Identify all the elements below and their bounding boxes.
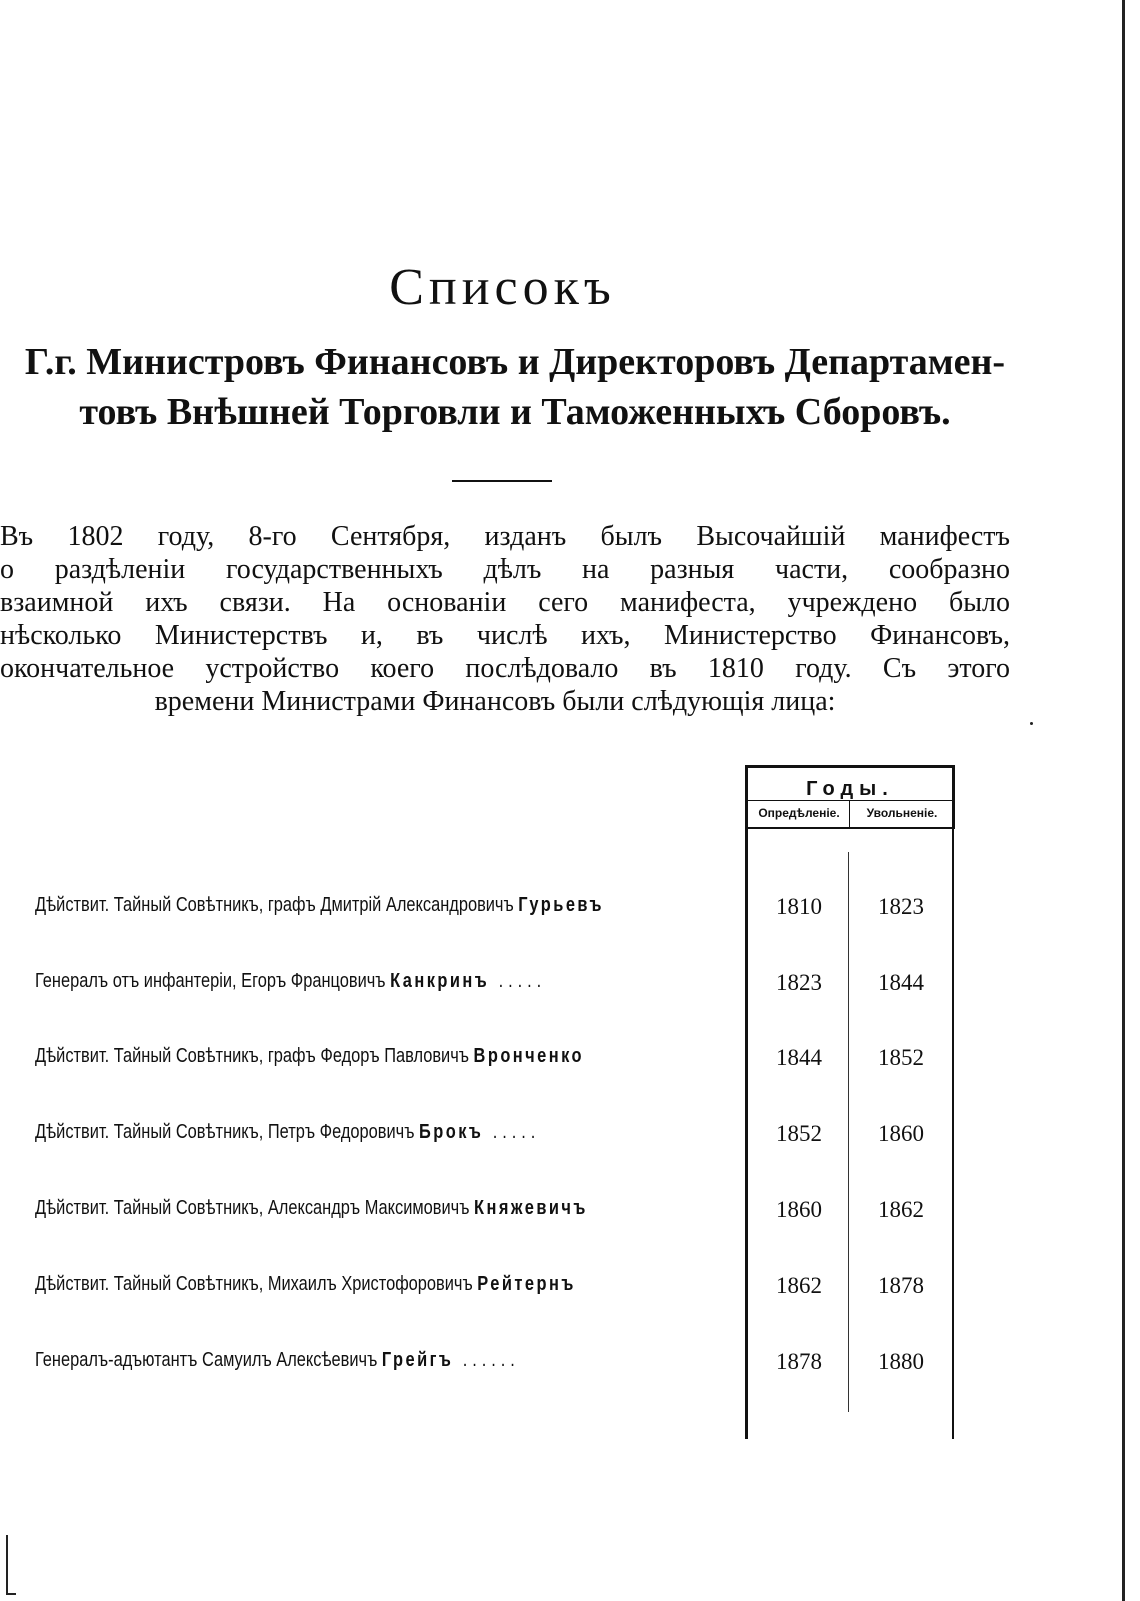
scan-speck	[1030, 722, 1033, 725]
intro-line: о раздѣленіи государственныхъ дѣлъ на разныя части, сообразно	[0, 554, 1010, 585]
scan-corner-mark	[6, 1535, 8, 1595]
minister-title: Дѣйствит. Тайный Совѣтникъ, графъ Дмитрій Александровичъ	[35, 894, 514, 916]
minister-surname: Грейгъ	[381, 1349, 454, 1371]
leader-dots: .....	[492, 1121, 541, 1143]
year-dismissed: 1852	[878, 1045, 924, 1070]
minister-surname: Брокъ	[419, 1121, 484, 1143]
intro-line: окончательное устройство коего послѣдовало въ 1810 году. Съ этого	[0, 653, 1010, 684]
minister-entry	[35, 1197, 593, 1220]
subtitle-line-1: Г.г. Министровъ Финансовъ и Директоровъ Департамен-	[24, 341, 1006, 383]
table-row	[35, 1121, 740, 1161]
column-header-dismissed: Увольненіе.	[866, 806, 938, 820]
minister-entry	[35, 970, 546, 993]
minister-title: Генералъ отъ инфантеріи, Егоръ Францовичъ	[35, 970, 386, 992]
minister-surname: Гурьевъ	[518, 894, 604, 916]
years-header	[745, 765, 955, 829]
subtitle-line-2: товъ Внѣшней Торговли и Таможенныхъ Сборовъ.	[79, 391, 951, 433]
minister-title: Генералъ-адъютантъ Самуилъ Алексѣевичъ	[35, 1349, 378, 1371]
table-row	[35, 1045, 740, 1085]
minister-title: Дѣйствит. Тайный Совѣтникъ, Михаилъ Христофоровичъ	[35, 1273, 473, 1295]
year-appointed: 1862	[776, 1273, 822, 1298]
intro-line: Въ 1802 году, 8-го Сентября, изданъ былъ Высочайшій манифестъ	[0, 521, 1010, 552]
table-row	[35, 1273, 740, 1313]
minister-entry	[35, 894, 609, 917]
leader-dots: .....	[498, 970, 547, 992]
year-dismissed: 1862	[878, 1197, 924, 1222]
minister-entry	[35, 1349, 520, 1372]
minister-entry	[35, 1045, 589, 1068]
minister-title: Дѣйствит. Тайный Совѣтникъ, Александръ Максимовичъ	[35, 1197, 470, 1219]
year-appointed: 1878	[776, 1349, 822, 1374]
title-divider	[452, 480, 552, 482]
years-header-divider	[748, 800, 952, 801]
year-dismissed: 1823	[878, 894, 924, 919]
table-row	[35, 970, 740, 1010]
table-row	[35, 1349, 740, 1389]
scan-corner-mark	[6, 1593, 16, 1595]
table-middle-rule	[848, 852, 849, 1412]
table-row	[35, 1197, 740, 1237]
year-dismissed: 1880	[878, 1349, 924, 1374]
years-header-title: Годы.	[806, 778, 894, 800]
column-header-appointed: Опредѣленіе.	[758, 806, 840, 820]
year-appointed: 1823	[776, 970, 822, 995]
minister-title: Дѣйствит. Тайный Совѣтникъ, Петръ Федоровичъ	[35, 1121, 415, 1143]
table-right-rule	[952, 829, 954, 1439]
year-appointed: 1860	[776, 1197, 822, 1222]
minister-entry	[35, 1273, 581, 1296]
year-dismissed: 1860	[878, 1121, 924, 1146]
table-left-rule	[745, 829, 748, 1439]
table-row	[35, 894, 740, 934]
year-appointed: 1844	[776, 1045, 822, 1070]
year-appointed: 1852	[776, 1121, 822, 1146]
scan-edge-line	[1122, 0, 1125, 1601]
minister-surname: Рейтернъ	[477, 1273, 576, 1295]
intro-line: времени Министрами Финансовъ были слѣдующія лица:	[154, 686, 836, 717]
year-appointed: 1810	[776, 894, 822, 919]
minister-surname: Канкринъ	[390, 970, 490, 992]
intro-line: нѣсколько Министерствъ и, въ числѣ ихъ, Министерство Финансовъ,	[0, 620, 1010, 651]
leader-dots: ......	[462, 1349, 520, 1371]
minister-surname: Княжевичъ	[474, 1197, 588, 1219]
minister-title: Дѣйствит. Тайный Совѣтникъ, графъ Федоръ Павловичъ	[35, 1045, 469, 1067]
year-dismissed: 1878	[878, 1273, 924, 1298]
year-dismissed: 1844	[878, 970, 924, 995]
minister-surname: Вронченко	[473, 1045, 585, 1067]
minister-entry	[35, 1121, 540, 1144]
intro-line: взаимной ихъ связи. На основаніи сего манифеста, учреждено было	[0, 587, 1010, 618]
page-title: Списокъ	[389, 259, 616, 316]
